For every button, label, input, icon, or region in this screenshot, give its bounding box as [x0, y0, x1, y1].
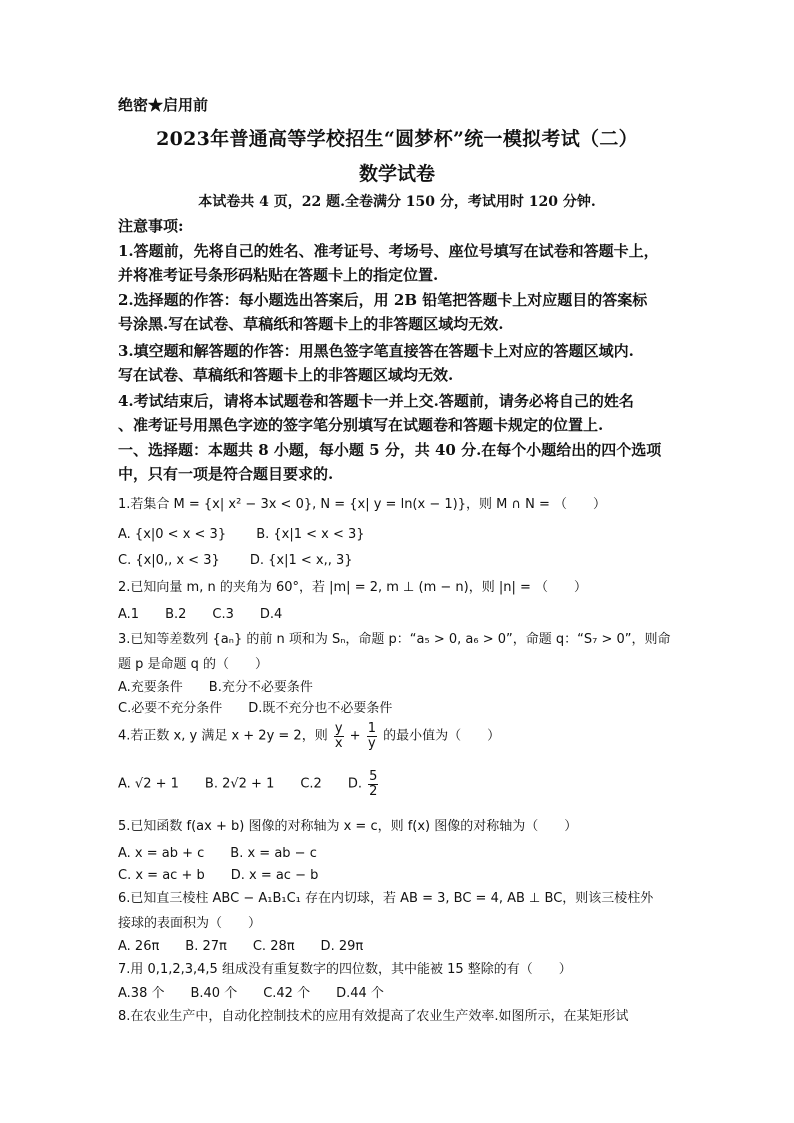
note-line: 写在试卷、草稿纸和答题卡上的非答题区域均无效.: [118, 366, 454, 384]
fraction-numerator: y: [334, 721, 343, 736]
exam-info: 本试卷共 4 页，22 题.全卷满分 150 分，考试用时 120 分钟.: [198, 194, 596, 210]
question-3-stem: 3.已知等差数列 {aₙ} 的前 n 项和为 Sₙ，命题 p：“a₅ > 0, a₆ > 0”，命题 q：“S₇ > 0”，则命: [118, 632, 671, 647]
question-5-stem: 5.已知函数 f(ax + b) 图像的对称轴为 x = c，则 f(x) 图像的对称轴为（ ）: [118, 819, 578, 834]
question-3-options-cd: C.必要不充分条件 D.既不充分也不必要条件: [118, 701, 393, 716]
question-4-options-abc: A. √2 + 1 B. 2√2 + 1 C.2 D.: [118, 776, 362, 792]
question-5-options-cd: C. x = ac + b D. x = ac − b: [118, 868, 319, 883]
question-6-stem: 6.已知直三棱柱 ABC − A₁B₁C₁ 存在内切球，若 AB = 3, BC = 4, AB ⊥ BC，则该三棱柱外: [118, 891, 654, 906]
question-4-stem: [118, 722, 500, 750]
fraction-denominator: 2: [369, 783, 378, 799]
question-5-options-ab: A. x = ab + c B. x = ab − c: [118, 846, 317, 861]
note-line: 、准考证号用黑色字迹的签字笔分别填写在试题卷和答题卡规定的位置上.: [118, 416, 604, 434]
question-3-stem-cont: 题 p 是命题 q 的（ ）: [118, 657, 269, 672]
question-3-options-ab: A.充要条件 B.充分不必要条件: [118, 680, 313, 695]
question-1-stem: 1.若集合 M = {x| x² − 3x < 0}, N = {x| y = ln(x − 1)}，则 M ∩ N = （ ）: [118, 497, 606, 512]
fraction-y-over-x: [334, 722, 344, 750]
question-6-options: A. 26π B. 27π C. 28π D. 29π: [118, 939, 364, 954]
notes-heading: 注意事项:: [118, 217, 184, 235]
fraction-numerator: 1: [367, 721, 376, 736]
question-4-options: [118, 770, 380, 798]
question-2-stem: 2.已知向量 m, n 的夹角为 60°，若 |m| = 2, m ⊥ (m − n)，则 |n| = （ ）: [118, 580, 588, 595]
fraction-denominator: x: [334, 735, 343, 751]
subject-title: 数学试卷: [358, 163, 435, 185]
fraction-5-over-2: [368, 770, 378, 798]
section-heading: 一、选择题：本题共 8 小题，每小题 5 分，共 40 分.在每个小题给出的四个选项: [118, 441, 662, 459]
question-1-options-cd: C. {x|0,, x < 3} D. {x|1 < x,, 3}: [118, 553, 353, 568]
fraction-numerator: 5: [369, 769, 378, 784]
section-heading-cont: 中，只有一项是符合题目要求的.: [118, 465, 334, 483]
question-6-stem-cont: 接球的表面积为（ ）: [118, 916, 262, 931]
question-4-stem-post: 的最小值为（ ）: [383, 728, 501, 744]
question-8-stem: 8.在农业生产中，自动化控制技术的应用有效提高了农业生产效率.如图所示，在某矩形试: [118, 1009, 629, 1024]
question-2-options: A.1 B.2 C.3 D.4: [118, 607, 283, 622]
plus-sign: +: [345, 728, 365, 744]
fraction-denominator: y: [368, 735, 376, 751]
exam-title: 2023年普通高等学校招生“圆梦杯”统一模拟考试（二）: [156, 128, 638, 150]
note-line: 号涂黑.写在试卷、草稿纸和答题卡上的非答题区域均无效.: [118, 315, 504, 333]
question-4-stem-pre: 4.若正数 x, y 满足 x + 2y = 2，则: [118, 728, 328, 744]
note-line: 并将准考证号条形码粘贴在答题卡上的指定位置.: [118, 266, 439, 284]
question-7-stem: 7.用 0,1,2,3,4,5 组成没有重复数字的四位数，其中能被 15 整除的有（ ）: [118, 962, 572, 977]
confidential-label: 绝密★启用前: [118, 96, 209, 114]
note-line: 1.答题前，先将自己的姓名、准考证号、考场号、座位号填写在试卷和答题卡上，: [118, 242, 659, 260]
note-line: 2.选择题的作答：每小题选出答案后，用 2B 铅笔把答题卡上对应题目的答案标: [118, 291, 648, 309]
question-7-options: A.38 个 B.40 个 C.42 个 D.44 个: [118, 986, 384, 1001]
note-line: 4.考试结束后，请将本试题卷和答题卡一并上交.答题前，请务必将自己的姓名: [118, 392, 634, 410]
note-line: 3.填空题和解答题的作答：用黑色签字笔直接答在答题卡上对应的答题区域内.: [118, 342, 634, 360]
fraction-1-over-y: [367, 722, 377, 750]
question-1-options-ab: A. {x|0 < x < 3} B. {x|1 < x < 3}: [118, 527, 365, 542]
